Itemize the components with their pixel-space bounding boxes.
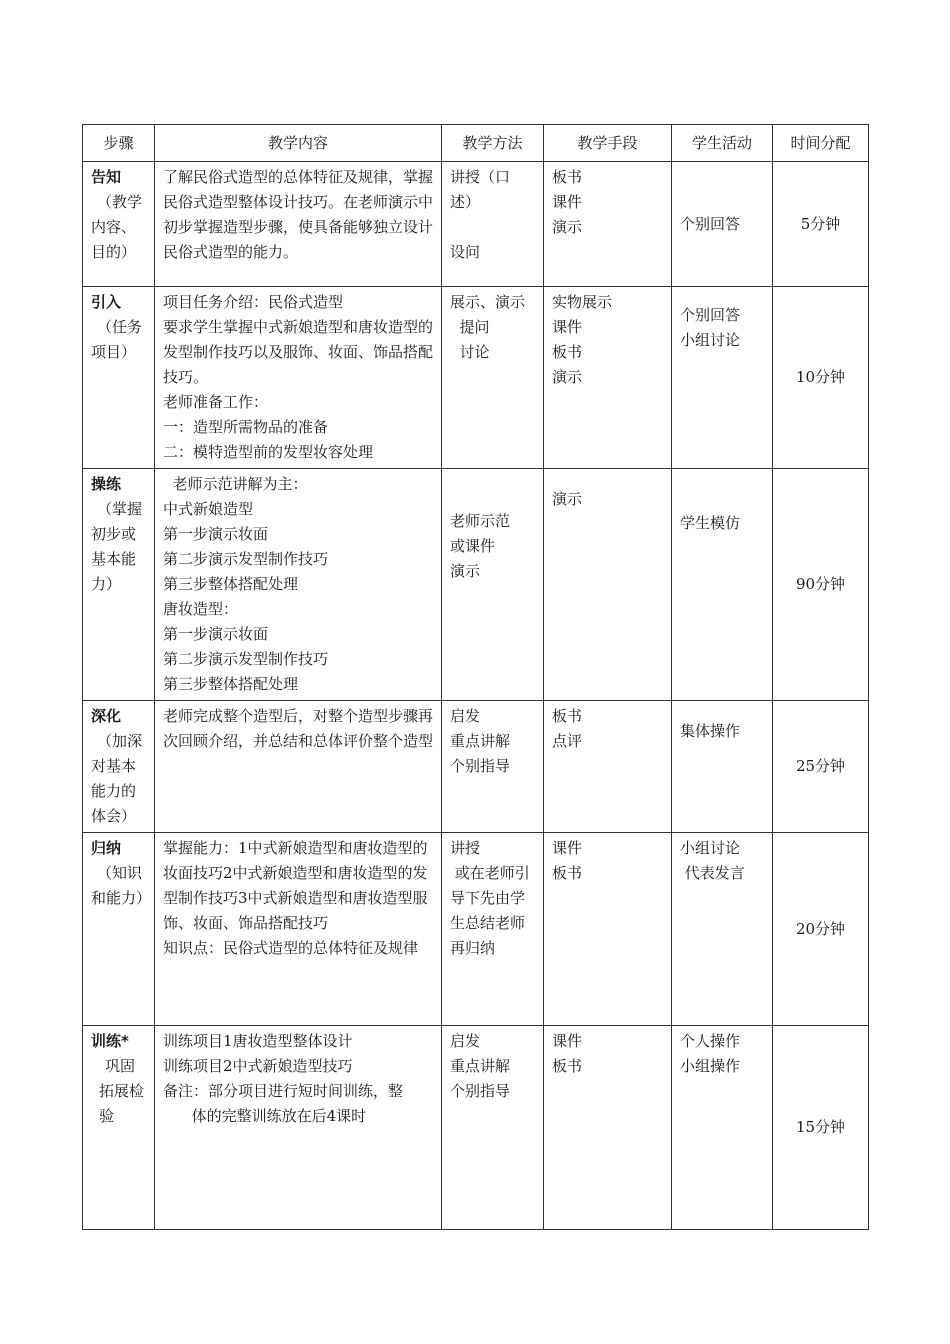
header-means: 教学手段 bbox=[544, 125, 672, 162]
table-row bbox=[83, 162, 869, 287]
means-cell: 课件 板书 bbox=[544, 1026, 672, 1230]
activity-cell: 集体操作 bbox=[672, 701, 773, 833]
step-subtitle: （知识和能力） bbox=[91, 864, 152, 907]
content-cell: 老师示范讲解为主： 中式新娘造型 第一步演示妆面 第二步演示发型制作技巧 第三步整体搭配处理 唐妆造型： 第一步演示妆面 第二步演示发型制作技巧 第三步整体搭配处理 bbox=[155, 469, 442, 701]
time-cell: 20分钟 bbox=[773, 833, 869, 1026]
table-row bbox=[83, 833, 869, 1026]
method-cell: 讲授 或在老师引导下先由学生总结老师再归纳 bbox=[442, 833, 544, 1026]
table-row bbox=[83, 701, 869, 833]
content-cell: 老师完成整个造型后，对整个造型步骤再次回顾介绍，并总结和总体评价整个造型 bbox=[155, 701, 442, 833]
activity-cell: 个别回答 小组讨论 bbox=[672, 287, 773, 469]
time-cell: 90分钟 bbox=[773, 469, 869, 701]
content-cell: 掌握能力：1中式新娘造型和唐妆造型的妆面技巧2中式新娘造型和唐妆造型的发型制作技巧3中式新娘造型和唐妆造型服饰、妆面、饰品搭配技巧 知识点：民俗式造型的总体特征及规律 bbox=[155, 833, 442, 1026]
step-subtitle: （掌握初步或基本能力） bbox=[91, 500, 143, 593]
step-title: 训练* bbox=[91, 1032, 129, 1050]
means-cell: 实物展示 课件 板书 演示 bbox=[544, 287, 672, 469]
step-cell bbox=[83, 469, 155, 701]
step-title: 归纳 bbox=[91, 839, 122, 857]
means-cell: 演示 bbox=[544, 469, 672, 701]
step-title: 告知 bbox=[91, 168, 122, 186]
step-subtitle: （教学内容、目的） bbox=[91, 193, 143, 261]
step-title: 深化 bbox=[91, 707, 122, 725]
means-cell: 板书 点评 bbox=[544, 701, 672, 833]
activity-cell: 个别回答 bbox=[672, 162, 773, 287]
lesson-plan-table bbox=[82, 124, 869, 1230]
step-cell bbox=[83, 162, 155, 287]
header-step: 步骤 bbox=[83, 125, 155, 162]
method-cell: 启发 重点讲解 个别指导 bbox=[442, 701, 544, 833]
header-time: 时间分配 bbox=[773, 125, 869, 162]
means-cell: 板书 课件 演示 bbox=[544, 162, 672, 287]
step-cell bbox=[83, 287, 155, 469]
table-row bbox=[83, 1026, 869, 1230]
activity-cell: 小组讨论 代表发言 bbox=[672, 833, 773, 1026]
step-subtitle: （加深对基本能力的体会） bbox=[91, 732, 143, 825]
means-cell: 课件 板书 bbox=[544, 833, 672, 1026]
content-cell: 了解民俗式造型的总体特征及规律，掌握民俗式造型整体设计技巧。在老师演示中初步掌握造型步骤，使具备能够独立设计民俗式造型的能力。 bbox=[155, 162, 442, 287]
header-activity: 学生活动 bbox=[672, 125, 773, 162]
method-cell: 展示、演示 提问 讨论 bbox=[442, 287, 544, 469]
step-title: 操练 bbox=[91, 475, 122, 493]
step-cell bbox=[83, 1026, 155, 1230]
activity-cell: 学生模仿 bbox=[672, 469, 773, 701]
time-cell: 25分钟 bbox=[773, 701, 869, 833]
time-cell: 10分钟 bbox=[773, 287, 869, 469]
content-cell: 项目任务介绍：民俗式造型 要求学生掌握中式新娘造型和唐妆造型的发型制作技巧以及服饰、妆面、饰品搭配技巧。 老师准备工作： 一：造型所需物品的准备 二：模特造型前的发型妆容处理 bbox=[155, 287, 442, 469]
step-cell bbox=[83, 833, 155, 1026]
method-cell: 启发 重点讲解 个别指导 bbox=[442, 1026, 544, 1230]
step-title: 引入 bbox=[91, 293, 122, 311]
table-row bbox=[83, 469, 869, 701]
header-method: 教学方法 bbox=[442, 125, 544, 162]
activity-cell: 个人操作 小组操作 bbox=[672, 1026, 773, 1230]
step-cell bbox=[83, 701, 155, 833]
time-cell: 15分钟 bbox=[773, 1026, 869, 1230]
content-cell: 训练项目1唐妆造型整体设计 训练项目2中式新娘造型技巧 备注：部分项目进行短时间训练，整 体的完整训练放在后4课时 bbox=[155, 1026, 442, 1230]
table-row bbox=[83, 287, 869, 469]
step-subtitle: （任务项目） bbox=[91, 318, 143, 361]
header-content: 教学内容 bbox=[155, 125, 442, 162]
method-cell: 讲授（口述） 设问 bbox=[442, 162, 544, 287]
step-subtitle: 巩固拓展检验 bbox=[99, 1057, 145, 1125]
table-header-row bbox=[83, 125, 869, 162]
time-cell: 5分钟 bbox=[773, 162, 869, 287]
method-cell: 老师示范 或课件 演示 bbox=[442, 469, 544, 701]
